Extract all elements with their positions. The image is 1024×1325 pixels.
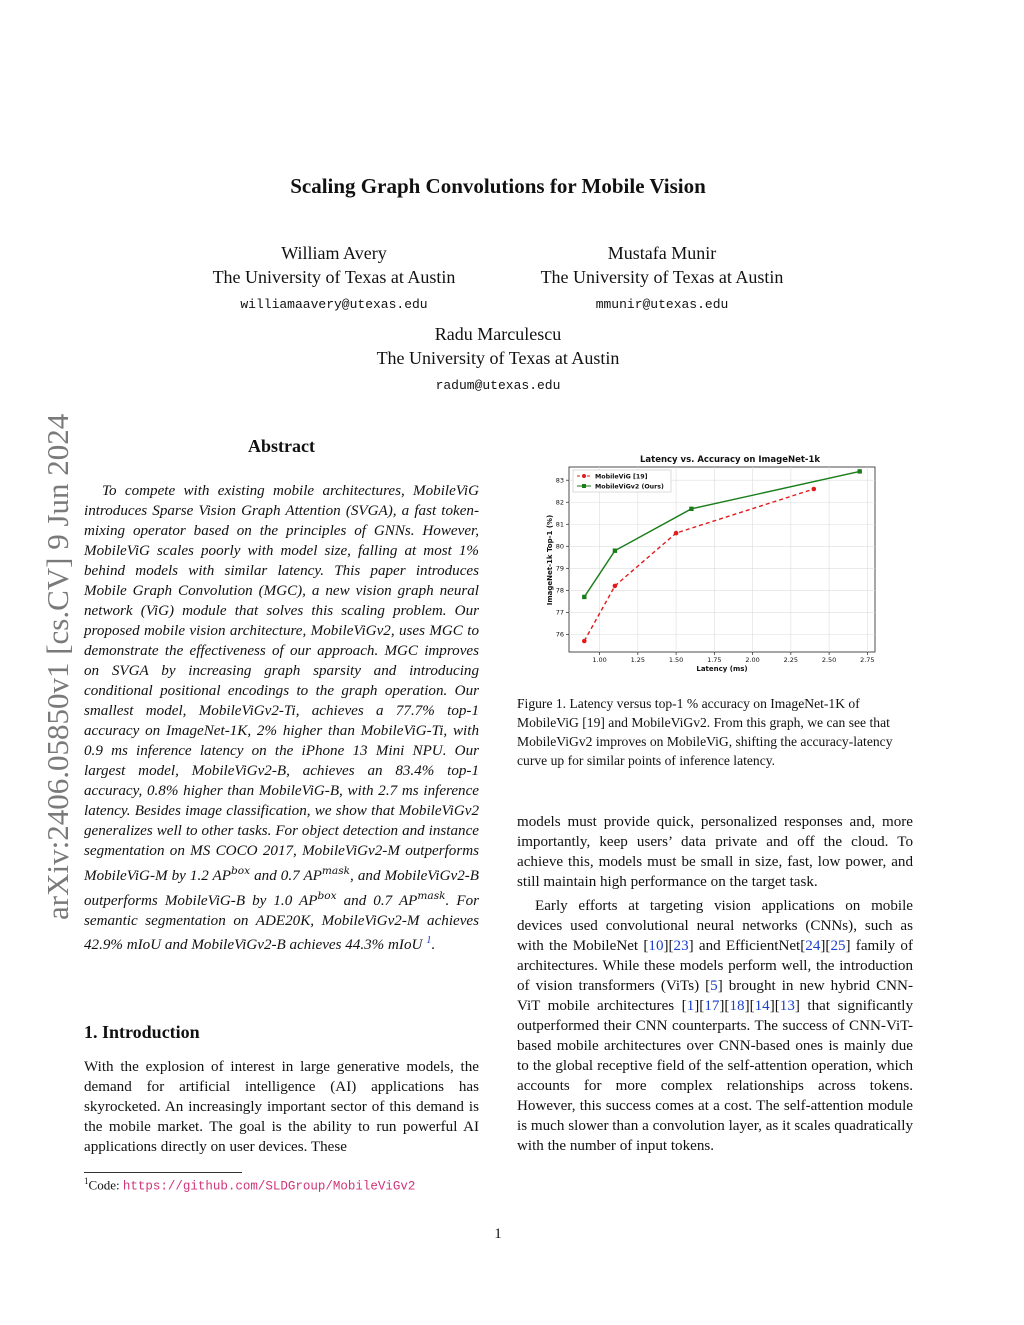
x-axis-label: Latency (ms): [696, 665, 748, 673]
legend-marker-mobilevig: [582, 474, 586, 478]
citation-link[interactable]: 1: [686, 998, 695, 1014]
y-axis-label: ImageNet-1k Top-1 (%): [546, 514, 554, 606]
citation-link[interactable]: 5: [710, 978, 718, 994]
footnote-link[interactable]: 1: [426, 935, 432, 947]
data-point-1: [613, 548, 617, 552]
author-affiliation: The University of Texas at Austin: [376, 348, 620, 368]
arxiv-identifier: arXiv:2406.05850v1 [cs.CV] 9 Jun 2024: [40, 413, 75, 920]
chart-title: Latency vs. Accuracy on ImageNet-1k: [639, 455, 821, 465]
data-point-0: [812, 487, 817, 492]
y-tick-label: 83: [555, 476, 564, 485]
x-tick-label: 1.50: [668, 656, 684, 664]
y-tick-label: 78: [555, 586, 564, 595]
author-name: Mustafa Munir: [607, 243, 717, 263]
data-point-1: [858, 469, 862, 473]
section-heading-introduction: 1. Introduction: [84, 1022, 200, 1042]
author-affiliation: The University of Texas at Austin: [212, 267, 456, 287]
legend-label: MobileViG [19]: [595, 473, 648, 481]
data-point-1: [689, 507, 693, 511]
footnote-divider: [84, 1172, 242, 1173]
author-block: [492, 241, 832, 317]
y-tick-label: 77: [555, 608, 564, 617]
citation-link[interactable]: 10: [648, 938, 664, 954]
abstract-heading: Abstract: [248, 436, 315, 456]
citation-link[interactable]: 24: [805, 938, 821, 954]
x-tick-label: 2.00: [745, 656, 760, 664]
author-affiliation: The University of Texas at Austin: [540, 267, 784, 287]
author-email[interactable]: radum@utexas.edu: [435, 378, 561, 393]
x-tick-label: 1.75: [707, 656, 722, 664]
data-point-1: [582, 595, 586, 599]
citation-link[interactable]: 25: [830, 938, 846, 954]
y-tick-label: 80: [555, 542, 564, 551]
author-email[interactable]: williamaavery@utexas.edu: [240, 297, 428, 312]
paragraph: Early efforts at targeting vision applications on mobile devices used convolutional neural networks (CNNs), such as with the MobileNet [10][23] and EfficientNet[24][25] family of architectures. While these models perform well, the introduction of vision transformers (ViTs) [5] brought in new hybrid CNN-ViT mobile architectures [1][17][18][14][13] that significantly outperformed their CNN counterparts. The success of CNN-ViT-based mobile architectures over CNN-based ones is mainly due to the global receptive field of the self-attention operation, which accounts for more complex relationships across tokens. However, this success comes at a cost. The self-attention module is much slower than a convolution layer, as it scales quadratically with the number of input tokens.: [517, 898, 913, 1154]
y-tick-label: 81: [555, 520, 564, 529]
latency-accuracy-chart: [540, 450, 880, 678]
paragraph: models must provide quick, personalized responses and, more importantly, keep users’ data private and off the cloud. To achieve this, models must be small in size, fast, low power, and still maintain high performance on the target task.: [517, 814, 913, 890]
y-tick-label: 79: [555, 564, 564, 573]
legend-label: MobileViGv2 (Ours): [595, 483, 664, 491]
author-name: William Avery: [281, 243, 387, 263]
introduction-text: With the explosion of interest in large generative models, the demand for artificial intelligence (AI) applications has skyrocketed. An increasingly important sector of this demand is the mobile market. The goal is the ability to run powerful AI applications directly on user devices. These: [84, 1059, 479, 1155]
chart-legend: [573, 470, 671, 492]
x-tick-label: 2.50: [821, 656, 837, 664]
citation-link[interactable]: 17: [704, 998, 720, 1014]
data-point-0: [582, 639, 587, 644]
author-block: [164, 241, 504, 317]
x-tick-label: 1.25: [630, 656, 646, 664]
figure-caption: Figure 1. Latency versus top-1 % accuracy on ImageNet-1K of MobileViG [19] and MobileViGv2. From this graph, we can see that MobileViGv2 improves on MobileViG, shifting the accuracy-latency curve up for similar points of inference latency.: [517, 696, 893, 768]
citation-link[interactable]: 13: [779, 998, 795, 1014]
y-tick-label: 76: [555, 630, 564, 639]
y-tick-label: 82: [555, 498, 564, 507]
citation-link[interactable]: 18: [729, 998, 745, 1014]
introduction-continued: [517, 812, 913, 1156]
author-name: Radu Marculescu: [434, 324, 562, 344]
paper-title: Scaling Graph Convolutions for Mobile Vision: [290, 174, 706, 198]
author-block: [328, 322, 668, 398]
abstract-text: To compete with existing mobile architectures, MobileViG introduces Sparse Vision Graph Attention (SVGA), a fast token-mixing operator based on the principles of GNNs. However, MobileViG scales poorly with model size, falling at most 1% behind models with similar latency. This paper introduces Mobile Graph Convolution (MGC), a new vision graph neural network (ViG) module that solves this scaling problem. Our proposed mobile vision architecture, MobileViGv2, uses MGC to demonstrate the effectiveness of our approach. MGC improves on SVGA by increasing graph sparsity and introducing conditional positional encodings to the graph operation. Our smallest model, MobileViGv2-Ti, achieves a 77.7% top-1 accuracy on ImageNet-1K, 2% higher than MobileViG-Ti, with 0.9 ms inference latency on the iPhone 13 Mini NPU. Our largest model, MobileViGv2-B, achieves an 83.4% top-1 accuracy, 0.8% higher than MobileViG-B, with 2.7 ms inference latency. Besides image classification, we show that MobileViGv2 generalizes well to other tasks. For object detection and instance segmentation on MS COCO 2017, MobileViGv2-M outperforms MobileViG-M by 1.2 $AP^{box}$ and 0.7 $AP^{mask}$, and MobileViGv2-B outperforms MobileViG-B by 1.0 $AP^{box}$ and 0.7 $AP^{mask}$. For semantic segmentation on ADE20K, MobileViGv2-M achieves 42.9% mIoU and MobileViGv2-B achieves 44.3% mIoU $^1$.: [84, 483, 479, 954]
data-point-0: [613, 584, 618, 589]
footnote: $^1$Code: https://github.com/SLDGroup/MobileViGv2: [84, 1176, 416, 1194]
x-tick-label: 2.75: [860, 656, 875, 664]
x-tick-label: 2.25: [783, 656, 799, 664]
code-url-link[interactable]: https://github.com/SLDGroup/MobileViGv2: [122, 1179, 416, 1194]
x-tick-label: 1.00: [592, 656, 607, 664]
page-number: 1: [494, 1226, 502, 1242]
data-point-0: [674, 531, 679, 536]
author-email[interactable]: mmunir@utexas.edu: [595, 297, 729, 312]
legend-marker-mobilevigv2: [582, 484, 586, 488]
citation-link[interactable]: 14: [754, 998, 770, 1014]
citation-link[interactable]: 23: [673, 938, 689, 954]
